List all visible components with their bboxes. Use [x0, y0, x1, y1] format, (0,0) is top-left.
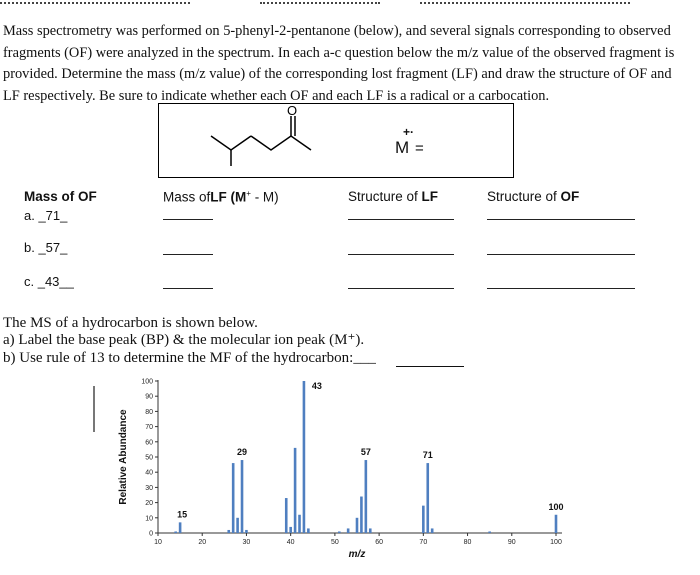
x-tick-label: 20: [198, 539, 207, 546]
side-bracket-bar: [93, 386, 95, 432]
x-tick-label: 50: [330, 539, 339, 546]
isopropyl-bonds: [211, 136, 251, 150]
molecule-box: [158, 103, 514, 178]
y-axis-title: Relative Abundance: [118, 409, 129, 505]
spectrum-peak-bar: [232, 463, 235, 533]
peak-label: 15: [177, 509, 188, 520]
question-a-label: a. _71_: [24, 208, 68, 223]
spectrum-peak-bar: [488, 531, 491, 533]
spectrum-peak-bar: [179, 522, 182, 533]
top-blank-line-middle: [260, 2, 380, 4]
y-tick-label: 90: [145, 393, 153, 401]
blank-c-structure-lf[interactable]: [348, 288, 454, 289]
spectrum-peak-bar: [426, 463, 429, 533]
spectrum-peak-bar: [365, 460, 368, 533]
spectrum-peak-bar: [174, 531, 177, 533]
spectrum-peak-bar: [241, 460, 244, 533]
skeletal-structure: [159, 104, 515, 179]
spectrum-peak-bar: [422, 506, 425, 533]
ion-charge-radical: +·: [403, 125, 415, 139]
oxygen-atom-label: O: [287, 104, 298, 118]
blank-a-mass-lf[interactable]: [163, 219, 213, 220]
y-tick-label: 40: [145, 469, 153, 477]
intro-line-2: fragments (OF) were analyzed in the spectrum. In each a-c question below the m/z value of the observed fragment is: [3, 44, 675, 61]
y-tick-label: 80: [145, 408, 153, 416]
x-tick-label: 80: [463, 539, 472, 546]
peak-label: 43: [311, 381, 322, 391]
spectrum-peak-bar: [298, 515, 301, 533]
spectrum-peak-bar: [236, 518, 239, 533]
molecular-ion-label: [395, 125, 424, 158]
spectrum-peak-bar: [303, 381, 306, 533]
ion-letter: M: [395, 138, 410, 157]
y-tick-label: 20: [145, 500, 153, 508]
y-tick-label: 70: [145, 424, 153, 432]
y-tick-label: 60: [145, 439, 153, 447]
spectrum-peak-bar: [431, 528, 434, 533]
intro-line-1: Mass spectrometry was performed on 5-phenyl-2-pentanone (below), and several signals corresponding to observed: [3, 23, 671, 39]
x-tick-label: 40: [286, 539, 295, 546]
header-structure-lf: Structure of LF: [348, 189, 439, 204]
chain-bonds: [251, 136, 311, 150]
x-tick-label: 100: [550, 539, 562, 546]
ms-question-b: b) Use rule of 13 to determine the MF of the hydrocarbon:___: [3, 350, 376, 366]
ms-question-a: a) Label the base peak (BP) & the molecular ion peak (M⁺).: [3, 332, 365, 348]
x-tick-label: 10: [154, 539, 162, 546]
spectrum-peak-bar: [356, 518, 359, 533]
x-tick-label: 90: [507, 539, 516, 546]
blank-b-structure-lf[interactable]: [348, 254, 454, 255]
intro-line-3: provided. Determine the mass (m/z value) of the corresponding lost fragment (LF) and draw the structure of OF and: [3, 66, 672, 82]
blank-b-mass-lf[interactable]: [163, 254, 213, 255]
spectrum-peak-bar: [338, 531, 341, 533]
question-b-label: b. _57_: [24, 240, 68, 255]
y-tick-label: 50: [145, 454, 153, 462]
spectrum-peak-bar: [227, 530, 230, 533]
peak-label: 57: [360, 447, 371, 458]
peak-label: 71: [422, 450, 433, 461]
spectrum-peak-bar: [294, 448, 297, 533]
ms-intro: The MS of a hydrocarbon is shown below.: [3, 315, 258, 331]
y-tick-label: 0: [149, 530, 153, 538]
blank-a-structure-lf[interactable]: [348, 219, 454, 220]
header-mass-of-of: Mass of OF: [24, 189, 97, 204]
spectrum-peak-bar: [307, 528, 310, 533]
spectrum-peak-bar: [289, 527, 292, 533]
y-tick-label: 10: [145, 515, 153, 523]
spectrum-peak-bar: [369, 528, 372, 533]
question-c-label: c. _43__: [24, 274, 74, 289]
intro-line-4: LF respectively. Be sure to indicate whether each OF and each LF is a radical or a carbocation.: [3, 87, 550, 104]
spectrum-peak-bar: [285, 498, 288, 533]
peak-label: 100: [548, 501, 564, 512]
spectrum-peak-bar: [360, 497, 363, 533]
spectrum-peak-bar: [555, 515, 558, 533]
spectrum-peak-bar: [347, 528, 350, 533]
blank-c-mass-lf[interactable]: [163, 288, 213, 289]
peak-label: 29: [237, 447, 248, 458]
spectrum-peak-bar: [245, 530, 248, 533]
blank-a-structure-of[interactable]: [487, 219, 635, 220]
x-tick-label: 70: [419, 539, 428, 546]
x-tick-label: 30: [242, 539, 251, 546]
x-tick-label: 60: [375, 539, 384, 546]
y-tick-label: 30: [145, 484, 153, 492]
ion-equals: =: [415, 140, 424, 157]
x-axis-title: m/z: [348, 549, 366, 560]
top-blank-line-left: [0, 2, 190, 4]
y-tick-label: 100: [141, 378, 153, 386]
intro-paragraph: [3, 21, 693, 107]
blank-c-structure-of[interactable]: [487, 288, 635, 289]
header-structure-of: Structure of OF: [487, 189, 580, 204]
blank-b-structure-of[interactable]: [487, 254, 635, 255]
top-blank-line-right: [420, 2, 630, 4]
mf-answer-blank[interactable]: [396, 366, 464, 367]
mass-spectrum-chart: [100, 372, 580, 572]
header-mass-of-lf: Mass ofLF (M+ - M): [163, 189, 279, 205]
